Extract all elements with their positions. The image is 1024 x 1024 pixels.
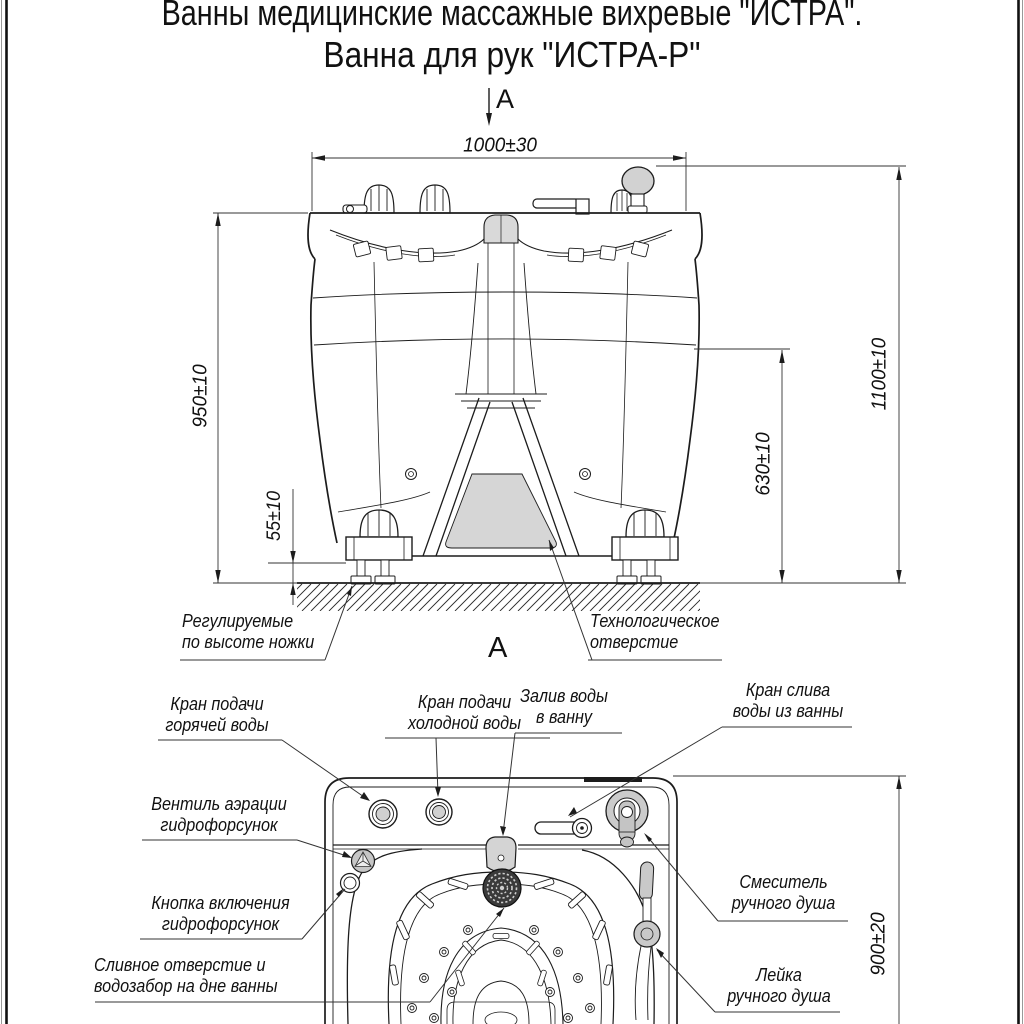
dim-inner-height: 630±10 [752, 432, 775, 496]
label-adjustable-legs-line2: по высоте ножки [182, 632, 315, 652]
drawing-title-line1: Ванны медицинские массажные вихревые "ИСТРА". [161, 0, 863, 33]
label-tech-hole-line2: отверстие [590, 632, 679, 652]
label-jets-button-line1: Кнопка включения [151, 893, 290, 913]
hot-water-tap-top [369, 800, 397, 828]
ground-hatch [266, 584, 725, 611]
tech-hole-shape [446, 474, 557, 548]
label-hot-tap-line2: горячей воды [165, 715, 269, 735]
label-aeration-valve-line1: Вентиль аэрации [151, 794, 287, 814]
drawing-title-line2: Ванна для рук "ИСТРА-Р" [323, 34, 701, 75]
label-mixer [723, 872, 845, 914]
label-drain-hole-line2: водозабор на дне ванны [94, 976, 278, 996]
aeration-valve-top [352, 850, 375, 873]
front-rim-jet-slots [353, 241, 649, 262]
label-fill [514, 686, 615, 728]
label-tech-hole [590, 611, 719, 653]
right-foot [612, 510, 678, 584]
label-aeration-valve [148, 794, 290, 836]
label-shower-head [721, 965, 838, 1007]
label-drain-hole-line1: Сливное отверстие и [94, 955, 266, 975]
label-tech-hole-line1: Технологическое [590, 611, 720, 631]
front-faucet [533, 199, 589, 214]
drain-mesh-top [483, 869, 521, 907]
label-fill-line2: в ванну [536, 707, 592, 727]
cold-water-tap-top [426, 799, 452, 825]
label-hot-tap [159, 694, 276, 736]
section-marker-letter: А [496, 84, 515, 114]
label-cold-tap-line2: холодной воды [407, 713, 522, 733]
label-jets-button-line2: гидрофорсунок [161, 914, 280, 934]
drain-tap-lever-top [535, 819, 592, 838]
dim-feet-height: 55±10 [264, 490, 285, 542]
jet-slots-armrest [455, 934, 547, 987]
label-shower-head-line2: ручного душа [727, 986, 831, 1006]
left-foot [346, 510, 412, 584]
label-adjustable-legs [182, 611, 314, 653]
label-mixer-line1: Смеситель [739, 872, 828, 892]
front-view-drawing [266, 167, 725, 611]
dim-length-top-view: 900±20 [867, 912, 890, 976]
dim-height-left: 950±10 [189, 364, 212, 428]
label-drain-hole [94, 955, 278, 997]
section-arrow [486, 88, 492, 126]
jets-button-top [341, 874, 360, 893]
label-drain-tap-line2: воды из ванны [732, 701, 844, 721]
label-drain-tap [725, 680, 851, 722]
label-hot-tap-line1: Кран подачи [170, 694, 264, 714]
label-cold-tap-line1: Кран подачи [417, 692, 512, 712]
label-jets-button [146, 893, 295, 935]
label-shower-head-line1: Лейка [756, 965, 802, 985]
dim-width: 1000±30 [463, 134, 537, 157]
label-drain-tap-line1: Кран слива [745, 680, 831, 700]
mixer-top [606, 790, 648, 847]
label-fill-line1: Залив воды [520, 686, 608, 706]
label-aeration-valve-line2: гидрофорсунок [160, 815, 278, 835]
front-drain-lever [343, 205, 367, 213]
top-view-drawing [325, 777, 677, 1024]
hand-shower-top [634, 862, 660, 1020]
view-a-label: А [488, 632, 508, 664]
label-mixer-line2: ручного душа [731, 893, 836, 913]
dim-height-right: 1100±10 [868, 337, 891, 411]
label-adjustable-legs-line1: Регулируемые [182, 611, 294, 631]
